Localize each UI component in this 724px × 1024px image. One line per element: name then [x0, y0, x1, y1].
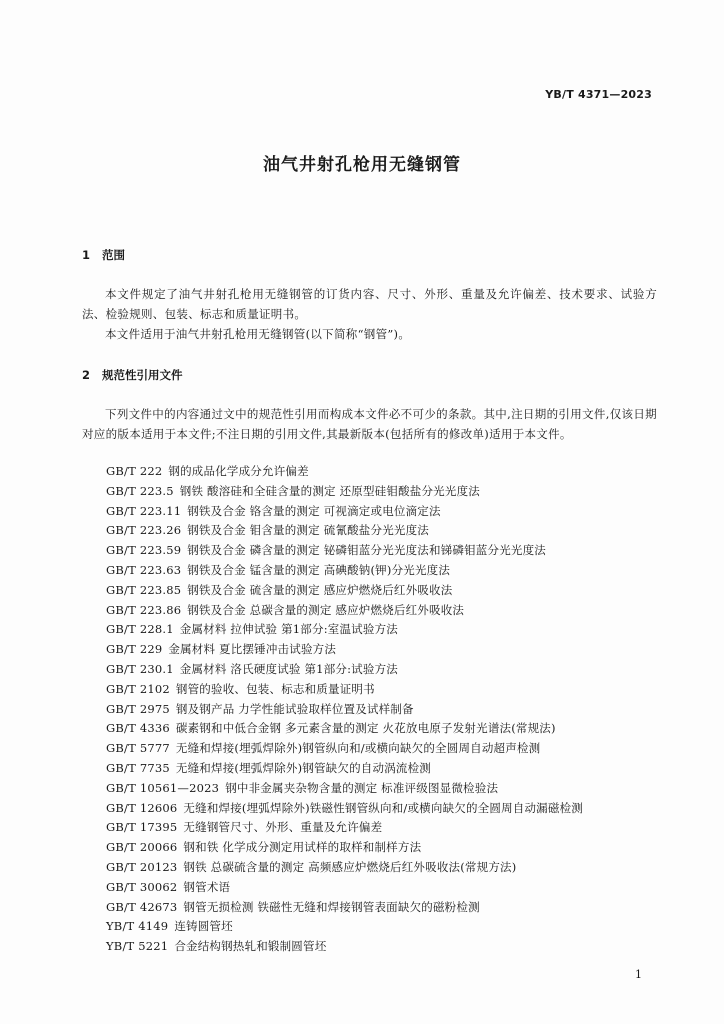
reference-title: 金属材料 夏比摆锤冲击试验方法 [168, 642, 337, 657]
reference-item [106, 779, 666, 799]
reference-title: 钢铁及合金 铬含量的测定 可视滴定或电位滴定法 [187, 503, 441, 518]
reference-item [106, 502, 666, 522]
reference-title: 钢管术语 [183, 879, 231, 894]
scope-paragraph-1: 本文件规定了油气井射孔枪用无缝钢管的订货内容、尺寸、外形、重量及允许偏差、技术要求、试验方法、检验规则、包装、标志和质量证明书。 [82, 287, 657, 321]
reference-title: 钢和铁 化学成分测定用试样的取样和制样方法 [183, 840, 422, 855]
reference-title: 无缝和焊接(埋弧焊除外)钢管缺欠的自动涡流检测 [175, 760, 431, 775]
reference-item [106, 799, 666, 819]
reference-code: GB/T 20066 [106, 840, 178, 855]
reference-title: 无缝和焊接(埋弧焊除外)铁磁性钢管纵向和/或横向缺欠的全圆周自动漏磁检测 [183, 800, 583, 815]
reference-code: GB/T 222 [106, 464, 163, 478]
reference-title: 钢铁及合金 总碳含量的测定 感应炉燃烧后红外吸收法 [187, 602, 465, 617]
section-heading-scope [82, 247, 125, 263]
reference-item [106, 640, 666, 660]
reference-item [106, 898, 666, 918]
reference-item [106, 660, 666, 680]
reference-code: GB/T 230.1 [106, 661, 174, 676]
reference-code: GB/T 223.85 [106, 582, 182, 597]
reference-item [106, 541, 666, 561]
reference-title: 钢铁及合金 磷含量的测定 铋磷钼蓝分光光度法和锑磷钼蓝分光光度法 [187, 543, 546, 558]
reference-item [106, 858, 666, 878]
reference-item [106, 739, 666, 759]
reference-title: 钢管的验收、包装、标志和质量证明书 [175, 681, 375, 696]
reference-item [106, 878, 666, 898]
reference-title: 合金结构钢热轧和锻制圆管坯 [174, 939, 327, 954]
reference-code: GB/T 223.11 [106, 503, 182, 518]
reference-code: GB/T 228.1 [106, 622, 174, 637]
reference-item [106, 462, 666, 482]
reference-title: 无缝和焊接(埋弧焊除外)钢管纵向和/或横向缺欠的全圆周自动超声检测 [175, 741, 541, 756]
reference-title: 连铸圆管坯 [174, 919, 233, 934]
reference-item [106, 521, 666, 541]
standard-number: YB/T 4371—2023 [545, 88, 652, 101]
reference-item [106, 482, 666, 502]
reference-title: 金属材料 洛氏硬度试验 第1部分:试验方法 [179, 661, 398, 676]
reference-title: 钢中非金属夹杂物含量的测定 标准评级图显微检验法 [225, 780, 499, 795]
reference-title: 钢铁 总碳硫含量的测定 高频感应炉燃烧后红外吸收法(常规方法) [183, 859, 517, 874]
reference-code: GB/T 229 [106, 642, 163, 657]
reference-title: 钢铁及合金 硫含量的测定 感应炉燃烧后红外吸收法 [187, 582, 453, 597]
reference-list [106, 462, 666, 957]
reference-title: 钢管无损检测 铁磁性无缝和焊接钢管表面缺欠的磁粉检测 [183, 899, 480, 914]
reference-item [106, 581, 666, 601]
reference-item [106, 818, 666, 838]
reference-title: 钢及钢产品 力学性能试验取样位置及试样制备 [175, 701, 414, 716]
reference-code: GB/T 20123 [106, 859, 178, 874]
reference-code: GB/T 10561—2023 [106, 780, 220, 795]
reference-item [106, 917, 666, 937]
reference-title: 金属材料 拉伸试验 第1部分:室温试验方法 [179, 622, 398, 637]
section-title: 范围 [102, 248, 125, 262]
reference-code: GB/T 2975 [106, 701, 170, 716]
reference-code: GB/T 4336 [106, 721, 170, 736]
section-title: 规范性引用文件 [102, 368, 183, 382]
scope-paragraph-2: 本文件适用于油气井射孔枪用无缝钢管(以下简称“钢管”)。 [105, 327, 411, 341]
section-heading-normative-references [82, 367, 183, 383]
reference-code: GB/T 223.26 [106, 523, 182, 538]
reference-item [106, 937, 666, 957]
reference-title: 碳素钢和中低合金钢 多元素含量的测定 火花放电原子发射光谱法(常规法) [175, 721, 556, 736]
reference-code: GB/T 12606 [106, 800, 178, 815]
reference-code: GB/T 2102 [106, 681, 170, 696]
reference-item [106, 620, 666, 640]
reference-code: GB/T 223.63 [106, 562, 182, 577]
reference-code: YB/T 5221 [106, 939, 169, 954]
reference-item [106, 838, 666, 858]
reference-title: 钢铁 酸溶硅和全硅含量的测定 还原型硅钼酸盐分光光度法 [179, 483, 480, 498]
page-number: 1 [635, 968, 642, 981]
reference-title: 无缝钢管尺寸、外形、重量及允许偏差 [183, 820, 383, 835]
reference-code: GB/T 5777 [106, 741, 170, 756]
reference-item [106, 759, 666, 779]
reference-title: 钢的成品化学成分允许偏差 [168, 464, 309, 478]
reference-item [106, 601, 666, 621]
reference-code: GB/T 30062 [106, 879, 178, 894]
reference-code: GB/T 7735 [106, 760, 170, 775]
document-title: 油气井射孔枪用无缝钢管 [263, 155, 461, 175]
reference-item [106, 719, 666, 739]
section-number: 2 [82, 368, 91, 382]
reference-code: GB/T 223.59 [106, 543, 182, 558]
reference-code: GB/T 42673 [106, 899, 178, 914]
reference-code: GB/T 223.86 [106, 602, 182, 617]
reference-item [106, 680, 666, 700]
reference-code: GB/T 223.5 [106, 483, 174, 498]
reference-title: 钢铁及合金 钼含量的测定 硫氰酸盐分光光度法 [187, 523, 429, 538]
reference-item [106, 700, 666, 720]
reference-title: 钢铁及合金 锰含量的测定 高碘酸钠(钾)分光光度法 [187, 562, 451, 577]
reference-code: YB/T 4149 [106, 919, 169, 934]
references-intro-paragraph: 下列文件中的内容通过文中的规范性引用而构成本文件必不可少的条款。其中,注日期的引用文件,仅该日期对应的版本适用于本文件;不注日期的引用文件,其最新版本(包括所有的修改单)适用于本文件。 [82, 407, 657, 441]
reference-code: GB/T 17395 [106, 820, 178, 835]
section-number: 1 [82, 248, 91, 262]
reference-item [106, 561, 666, 581]
